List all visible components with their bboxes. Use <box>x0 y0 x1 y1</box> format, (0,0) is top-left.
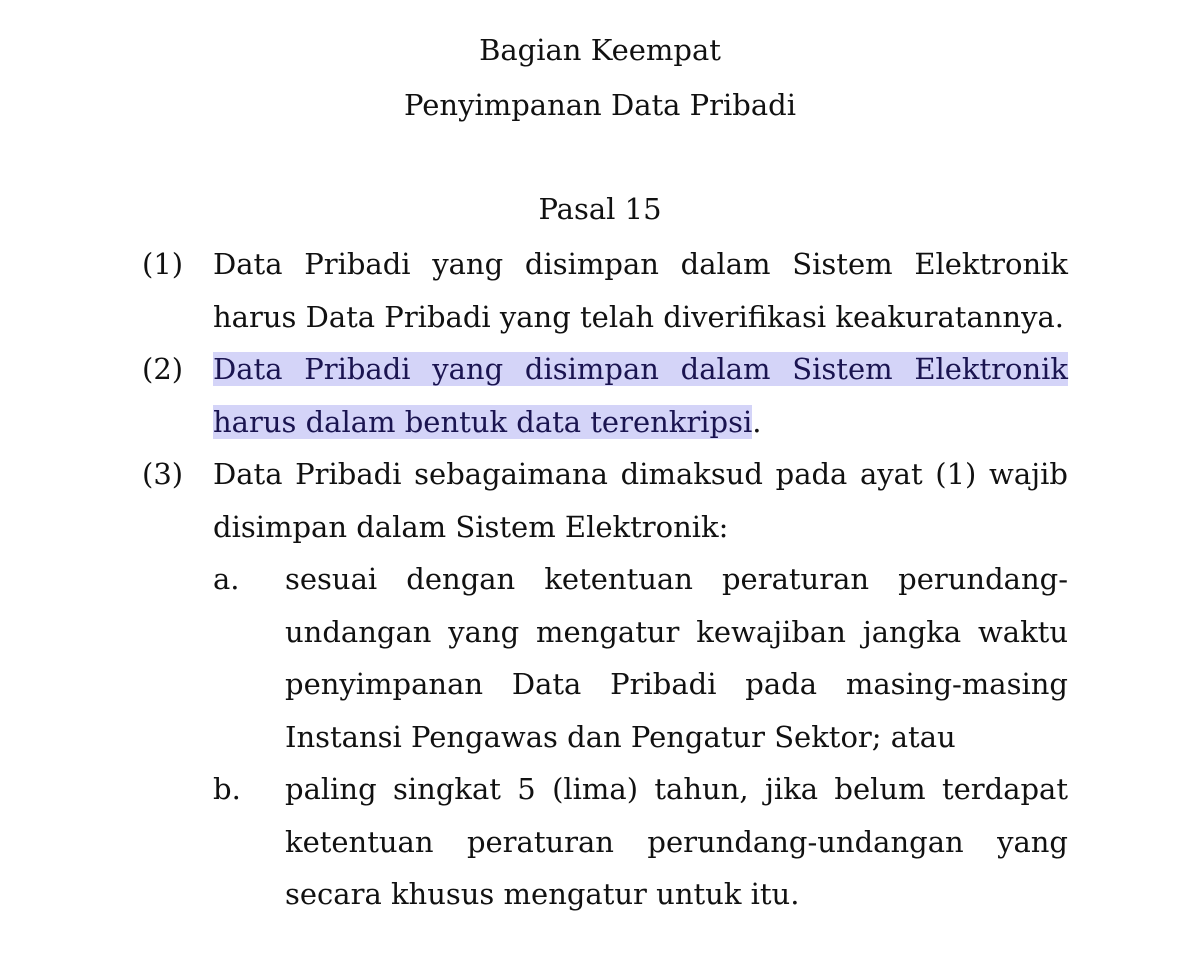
verse-1-number: (1) <box>142 247 184 281</box>
item-b-letter: b. <box>213 772 241 806</box>
verse-1-text: Data Pribadi yang disimpan dalam Sistem Elektronik harus Data Pribadi yang telah diverifikasi keakuratannya. <box>213 247 1068 334</box>
verse-3-text: Data Pribadi sebagaimana dimaksud pada ayat (1) wajib disimpan dalam Sistem Elektronik: <box>213 457 1068 544</box>
verse-2-trailing: . <box>752 404 762 439</box>
highlighted-text: Data Pribadi yang disimpan dalam Sistem Elektronik harus dalam bentuk data terenkripsi <box>213 352 1068 439</box>
article-title: Pasal 15 <box>538 192 662 226</box>
verse-2-text <box>213 343 1068 448</box>
item-a-text: sesuai dengan ketentuan peraturan perundang-undangan yang mengatur kewajiban jangka waktu penyimpanan Data Pribadi pada masing-masing Instansi Pengawas dan Pengatur Sektor; atau <box>285 562 1068 754</box>
verse-2-number: (2) <box>142 352 184 386</box>
item-a-letter: a. <box>213 562 240 596</box>
verse-3-number: (3) <box>142 457 184 491</box>
section-title: Bagian Keempat <box>479 33 721 67</box>
section-subtitle: Penyimpanan Data Pribadi <box>404 88 796 122</box>
item-b-text: paling singkat 5 (lima) tahun, jika belum terdapat ketentuan peraturan perundang-undangan yang secara khusus mengatur untuk itu. <box>285 772 1068 911</box>
